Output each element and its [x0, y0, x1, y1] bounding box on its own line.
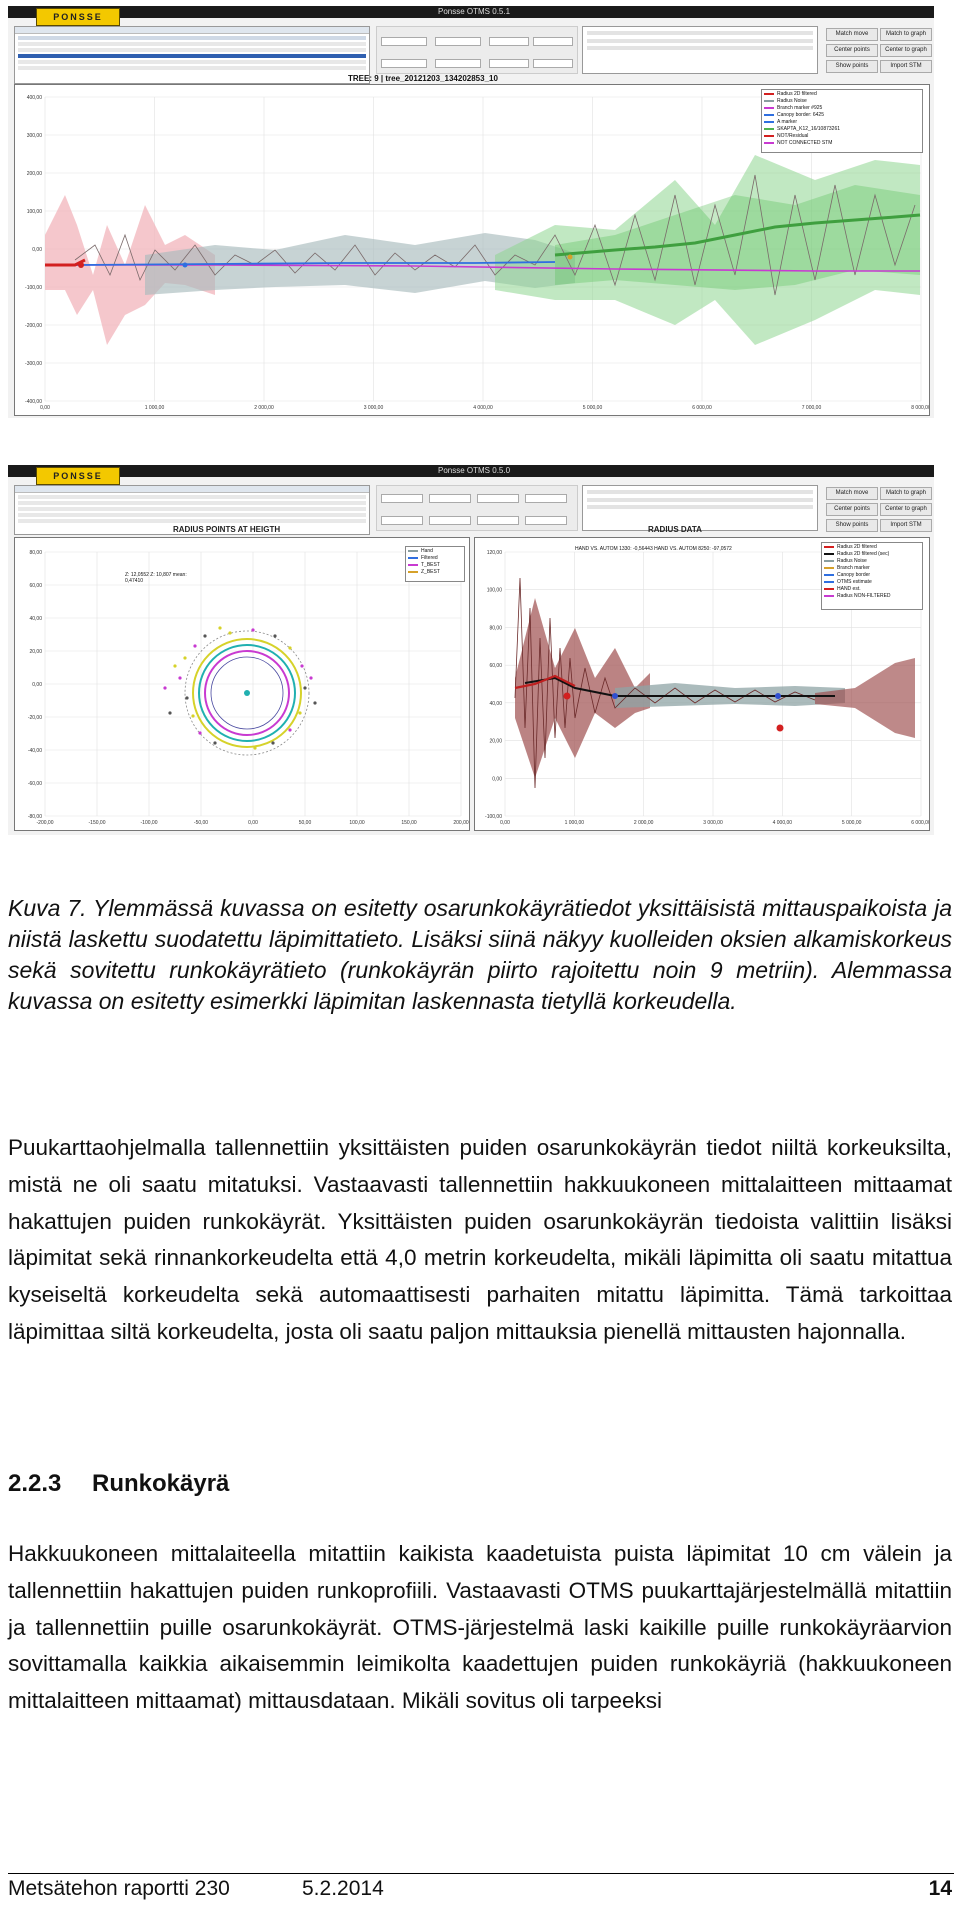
red-marker	[564, 693, 571, 700]
y-tick-label: -60,00	[27, 781, 42, 787]
legend-item	[406, 547, 464, 554]
radius-point	[309, 676, 312, 679]
y-tick-label: 0,00	[32, 247, 42, 253]
y-tick-label: 80,00	[29, 550, 42, 556]
x-tick-label: 4 000,00	[473, 405, 493, 411]
legend-label: Radius 2D filtered (sec)	[837, 550, 890, 557]
radius-point	[253, 746, 256, 749]
radius-point	[228, 631, 231, 634]
right-legend	[821, 542, 923, 610]
center-points-button[interactable]: Center points	[826, 44, 878, 57]
ponsse-logo: PONSSE	[36, 8, 120, 26]
legend-swatch	[764, 114, 774, 116]
radius-point	[203, 634, 206, 637]
radius-data-plot[interactable]	[474, 537, 930, 831]
x-tick-label: 6 000,00	[911, 820, 929, 826]
legend-item	[762, 139, 922, 146]
otms-window-bottom	[8, 465, 934, 835]
cone-envelope	[815, 658, 915, 738]
legend-label: Filtered	[421, 554, 438, 561]
x-tick-label: -100,00	[140, 820, 158, 826]
radius-point	[163, 686, 166, 689]
y-tick-label: -400,00	[25, 399, 42, 405]
legend-item	[762, 132, 922, 139]
y-tick-label: -80,00	[27, 814, 42, 820]
stem-profile-plot[interactable]	[14, 84, 930, 416]
window-title: Ponsse OTMS 0.5.1	[438, 7, 511, 16]
top-legend	[761, 89, 923, 153]
x-tick-label: 1 000,00	[144, 405, 165, 411]
radius-point	[313, 701, 316, 704]
x-tick-label: 3 000,00	[703, 820, 723, 826]
y-tick-label: -100,00	[485, 814, 502, 820]
x-tick-label: -150,00	[88, 820, 106, 826]
y-tick-label: -300,00	[25, 361, 42, 367]
legend-swatch	[824, 567, 834, 569]
legend-label: OTMS estimate	[837, 578, 872, 585]
radius-point	[218, 626, 221, 629]
legend-swatch	[824, 560, 834, 562]
radius-point	[288, 646, 291, 649]
legend-label: Radius Noise	[837, 557, 867, 564]
radius-point	[198, 731, 201, 734]
legend-swatch	[824, 553, 834, 555]
legend-item	[406, 568, 464, 575]
x-tick-label: 3 000,00	[363, 405, 384, 411]
figure-top	[8, 6, 934, 418]
y-tick-label: 400,00	[26, 95, 42, 101]
x-tick-label: 5 000,00	[582, 405, 603, 411]
legend-label: Branch marker	[837, 564, 870, 571]
y-tick-label: 60,00	[29, 583, 42, 589]
legend-item	[822, 550, 922, 557]
center-points-button[interactable]: Center points	[826, 503, 878, 516]
y-tick-label: 200,00	[26, 171, 42, 177]
x-tick-label: 6 000,00	[692, 405, 712, 411]
legend-item	[822, 592, 922, 599]
legend-item	[822, 571, 922, 578]
settings-panel[interactable]	[376, 26, 578, 74]
legend-label: Radius 2D filtered	[777, 90, 817, 97]
radius-points-chart	[15, 538, 469, 830]
x-tick-label: 7 000,00	[801, 405, 822, 411]
right-stats: HAND VS. AUTOM 1330: -0,56443 HAND VS. AUTOM 8250: -97,0572	[575, 546, 732, 552]
y-tick-label: 300,00	[26, 133, 42, 139]
radius-point	[168, 711, 171, 714]
radius-point	[185, 696, 188, 699]
legend-swatch	[764, 107, 774, 109]
show-points-button[interactable]: Show points	[826, 519, 878, 532]
match-move-button[interactable]: Match move	[826, 487, 878, 500]
legend-swatch	[764, 100, 774, 102]
legend-swatch	[764, 128, 774, 130]
match-move-button[interactable]: Match move	[826, 28, 878, 41]
x-tick-label: 8 000,00	[911, 405, 929, 411]
x-tick-label: 2 000,00	[254, 405, 274, 411]
legend-label: Hand	[421, 547, 433, 554]
x-tick-label: 0,00	[40, 405, 50, 411]
legend-item	[822, 564, 922, 571]
legend-swatch	[764, 142, 774, 144]
x-tick-label: 200,00	[453, 820, 469, 826]
paragraph-1: Puukarttaohjelmalla tallennettiin yksittäisten puiden osarunkokäyrän tiedot niiltä korkeuksilta, mistä ne oli saatu mitatuksi. Vastaavasti tallennettiin hakkuukoneen mittalaitteen mittaamat hakattujen puiden runkokäyrät. Yksittäisten puiden osarunkokäyrän tiedoista valittiin lisäksi läpimitat sekä rinnankorkeudelta että 4,0 metrin korkeudelta, mikäli läpimitta oli saatu mitattua kyseiseltä korkeudelta sekä automaattisesti parhaiten mitattu läpimitta. Tämä tarkoittaa läpimittaa siltä korkeudelta, josta oli saatu paljon mittauksia pienellä mittausten hajonnalla.	[8, 1135, 952, 1344]
figure-caption: Kuva 7. Ylemmässä kuvassa on esitetty osarunkokäyrätiedot yksittäisistä mittauspaikoista ja niistä laskettu suodatettu läpimittatieto. Lisäksi siinä näkyy kuolleiden oksien alkamiskorkeus sekä sovitettu runkokäyrätieto (runkokäyrän piirto rajoitettu noin 9 metriin). Alemmassa kuvassa on esitetty esimerkki läpimitan laskennasta tietyllä korkeudella.	[8, 895, 952, 1014]
legend-label: T_BEST	[421, 561, 440, 568]
legend-swatch	[408, 571, 418, 573]
y-tick-label: 0,00	[32, 682, 42, 688]
legend-label: Radius NON-FILTERED	[837, 592, 891, 599]
footer-report: Metsätehon raportti 230	[8, 1877, 230, 1900]
y-tick-label: 0,00	[492, 776, 502, 783]
x-tick-label: 1 000,00	[564, 820, 585, 826]
window-title: Ponsse OTMS 0.5.0	[438, 466, 511, 475]
radius-point	[303, 686, 306, 689]
center-to-graph-button[interactable]: Center to graph	[880, 44, 932, 57]
y-tick-label: 20,00	[29, 649, 42, 655]
footer-page: 14	[928, 1877, 952, 1900]
left-legend	[405, 546, 465, 582]
match-to-graph-button[interactable]: Match to graph	[880, 487, 932, 500]
y-tick-label: 100,00	[26, 209, 42, 215]
radius-point	[213, 741, 216, 744]
x-tick-label: 4 000,00	[772, 820, 793, 826]
legend-item	[762, 97, 922, 104]
x-tick-label: 0,00	[500, 820, 510, 826]
y-tick-label: 20,00	[489, 738, 502, 745]
red-marker-2	[777, 725, 784, 732]
y-tick-label: 100,00	[486, 587, 502, 594]
x-tick-label: 2 000,00	[633, 820, 654, 826]
radius-point	[178, 676, 181, 679]
footer-date: 5.2.2014	[302, 1877, 384, 1900]
section-heading	[8, 1470, 229, 1498]
y-tick-label: -200,00	[25, 323, 42, 329]
show-points-button[interactable]: Show points	[826, 60, 878, 73]
y-tick-label: 40,00	[489, 700, 502, 707]
left-plot-title: RADIUS POINTS AT HEIGTH	[173, 525, 281, 534]
ponsse-logo: PONSSE	[36, 467, 120, 485]
blue-marker-2	[775, 693, 781, 699]
legend-label: HAND est.	[837, 585, 861, 592]
footer-rule	[8, 1873, 954, 1874]
radius-point	[173, 664, 176, 667]
y-tick-label: 120,00	[486, 550, 502, 556]
import-stm-button[interactable]: Import STM	[880, 60, 932, 73]
legend-item	[762, 104, 922, 111]
legend-label: Radius Noise	[777, 97, 807, 104]
legend-swatch	[764, 93, 774, 95]
radius-point	[191, 714, 194, 717]
import-stm-button[interactable]: Import STM	[880, 519, 932, 532]
otms-window-top	[8, 6, 934, 418]
left-stats: Z: 12,0552 Z: 10,807 mean: 0,47410	[125, 572, 187, 584]
radius-point	[298, 711, 301, 714]
legend-item	[406, 561, 464, 568]
legend-label: Canopy border	[837, 571, 871, 578]
legend-item	[762, 125, 922, 132]
y-tick-label: 40,00	[29, 616, 42, 622]
y-tick-label: -40,00	[27, 748, 42, 754]
legend-label: Z_BEST	[421, 568, 440, 575]
legend-label: NOT CONNECTED STM	[777, 139, 833, 146]
radius-point	[271, 741, 274, 744]
legend-item	[822, 585, 922, 592]
x-tick-label: 100,00	[349, 820, 365, 826]
red-marker	[78, 262, 84, 268]
legend-swatch	[824, 581, 834, 583]
legend-label: Branch marker #925	[777, 104, 823, 111]
legend-swatch	[824, 574, 834, 576]
legend-item	[822, 557, 922, 564]
legend-item	[822, 578, 922, 585]
legend-swatch	[824, 546, 834, 548]
selection-panel	[582, 26, 818, 74]
legend-swatch	[764, 135, 774, 137]
right-plot-title: RADIUS DATA	[648, 525, 702, 534]
y-tick-label: 60,00	[489, 663, 502, 670]
legend-item	[762, 90, 922, 97]
legend-item	[822, 543, 922, 550]
legend-label: A marker	[777, 118, 798, 125]
section-number: 2.2.3	[8, 1470, 62, 1497]
legend-label: Canopy border: 6425	[777, 111, 824, 118]
legend-swatch	[408, 550, 418, 552]
center-marker	[244, 690, 250, 696]
x-tick-label: 50,00	[298, 820, 312, 826]
legend-swatch	[408, 564, 418, 566]
center-to-graph-button[interactable]: Center to graph	[880, 503, 932, 516]
radius-point	[183, 656, 186, 659]
radius-point	[193, 644, 196, 647]
radius-point	[288, 728, 291, 731]
settings-panel[interactable]	[376, 485, 578, 531]
legend-item	[406, 554, 464, 561]
radius-point	[300, 664, 303, 667]
legend-label: Radius 2D filtered	[837, 543, 877, 550]
tree-list[interactable]	[14, 26, 370, 84]
orange-marker	[568, 255, 573, 260]
x-tick-label: -50,00	[193, 820, 209, 826]
radius-point	[273, 634, 276, 637]
y-tick-label: 80,00	[489, 625, 502, 632]
legend-swatch	[824, 595, 834, 597]
x-tick-label: 5 000,00	[841, 820, 862, 826]
radius-point	[251, 628, 254, 631]
match-to-graph-button[interactable]: Match to graph	[880, 28, 932, 41]
x-tick-label: 0,00	[248, 820, 258, 826]
legend-item	[762, 111, 922, 118]
legend-label: SKAPTA_K12_16/10873261	[777, 125, 841, 132]
figure-bottom	[8, 465, 934, 835]
x-tick-label: -200,00	[36, 820, 54, 826]
section-title: Runkokäyrä	[92, 1470, 230, 1497]
paragraph-2: Hakkuukoneen mittalaiteella mitattiin kaikista kaadetuista puista läpimitat 10 cm välein ja tallennettiin hakattujen puiden runkoprofiili. Vastaavasti OTMS puukarttajärjestelmällä mitattiin ja tallennettiin puille osarunkokäyrät. OTMS-järjestelmä laski kaikille puille runkokäyräarvion sovittamalla kaikkia aikaisemmin leimikolta kaadettujen puiden runkokäyriä (hakkuukoneen mittalaitteen mittaamat) mittausdataan. Mikäli sovitus oli tarpeeksi	[8, 1541, 952, 1714]
tree-header: TREE: 9 | tree_20121203_134202853_10	[348, 74, 498, 83]
legend-swatch	[824, 588, 834, 590]
legend-item	[762, 118, 922, 125]
legend-swatch	[408, 557, 418, 559]
radius-points-plot[interactable]	[14, 537, 470, 831]
y-tick-label: -20,00	[27, 715, 42, 721]
y-tick-label: -100,00	[25, 285, 42, 291]
legend-label: NOT/Residual	[777, 132, 809, 139]
blue-marker	[612, 693, 618, 699]
legend-swatch	[764, 121, 774, 123]
x-tick-label: 150,00	[401, 820, 417, 826]
blue-marker	[183, 263, 188, 268]
